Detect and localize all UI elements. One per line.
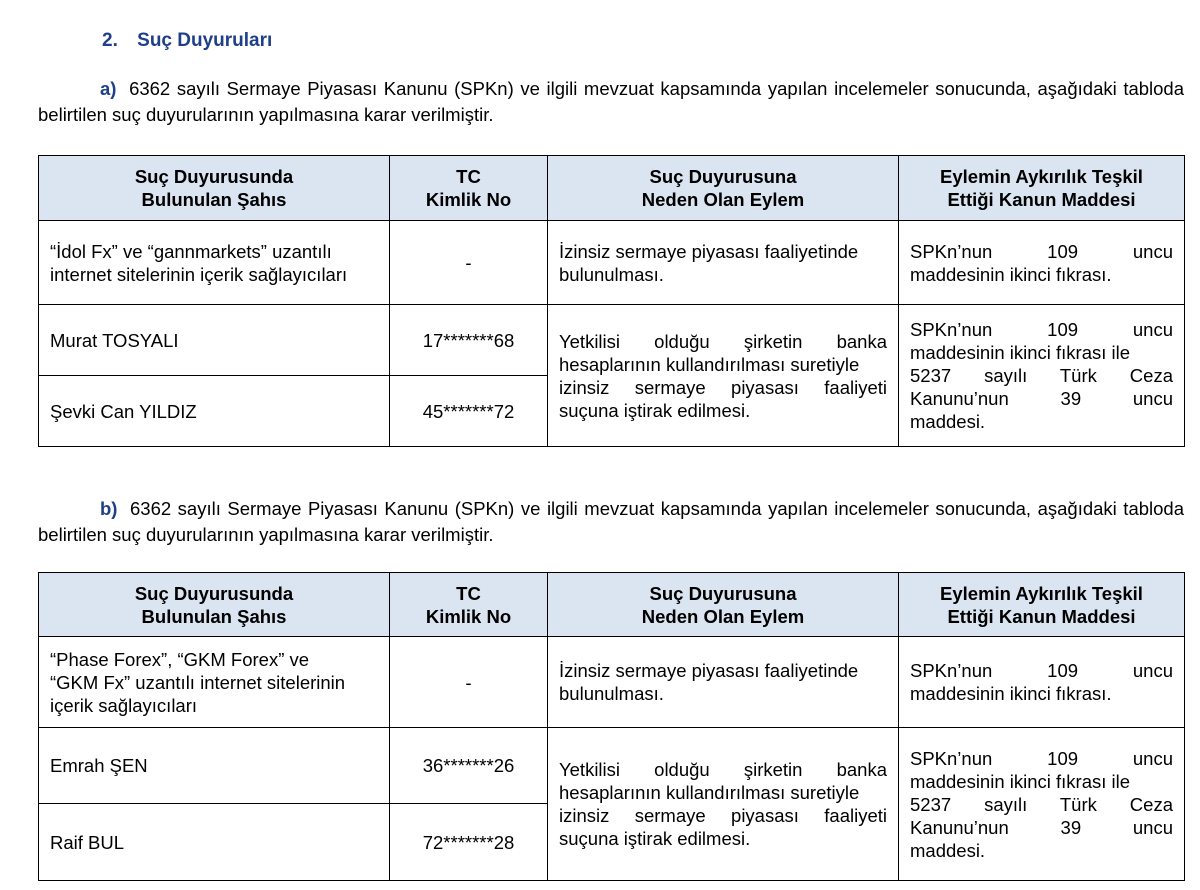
header-person: Suç Duyurusunda Bulunulan Şahıs [39,156,390,221]
table-row [39,221,1185,305]
paragraph-a-text: 6362 sayılı Sermaye Piyasası Kanunu (SPKn) ve ilgili mevzuat kapsamında yapılan incelemeler sonucunda, aşağıdaki tabloda belirtilen suç duyurularının yapılmasına karar verilmiştir. [38,78,1185,125]
tc-cell: 45*******72 [390,376,548,447]
header-act: Suç Duyurusuna Neden Olan Eylem [548,156,899,221]
law-cell-merged: SPKn’nun 109 uncu maddesinin ikinci fıkrası ile 5237 sayılı Türk Ceza Kanunu’nun 39 uncu maddesi. [899,728,1185,881]
paragraph-a-marker: a) [100,78,117,99]
header-law: Eylemin Aykırılık Teşkil Ettiği Kanun Maddesi [899,573,1185,637]
table-a [38,155,1185,447]
section-heading [102,30,272,52]
person-cell: “İdol Fx” ve “gannmarkets” uzantılı internet sitelerinin içerik sağlayıcıları [39,221,390,305]
paragraph-b [38,496,1184,548]
act-cell: İzinsiz sermaye piyasası faaliyetinde bulunulması. [548,637,899,728]
paragraph-b-text: 6362 sayılı Sermaye Piyasası Kanunu (SPKn) ve ilgili mevzuat kapsamında yapılan incelemeler sonucunda, aşağıdaki tabloda belirtilen suç duyurularının yapılmasına karar verilmiştir. [38,498,1184,545]
table-b [38,572,1185,881]
act-cell: İzinsiz sermaye piyasası faaliyetinde bulunulması. [548,221,899,305]
act-cell-merged: Yetkilisi olduğu şirketin banka hesaplarının kullandırılması suretiyle izinsiz sermaye piyasası faaliyeti suçuna iştirak edilmesi. [548,728,899,881]
header-person: Suç Duyurusunda Bulunulan Şahıs [39,573,390,637]
header-act: Suç Duyurusuna Neden Olan Eylem [548,573,899,637]
law-cell-merged: SPKn’nun 109 uncu maddesinin ikinci fıkrası ile 5237 sayılı Türk Ceza Kanunu’nun 39 uncu maddesi. [899,305,1185,447]
person-cell: Raif BUL [39,804,390,881]
section-title-text: Suç Duyuruları [137,30,273,51]
law-cell: SPKn’nun 109 uncu maddesinin ikinci fıkrası. [899,637,1185,728]
table-row [39,728,1185,804]
header-tc: TC Kimlik No [390,573,548,637]
law-cell: SPKn’nun 109 uncu maddesinin ikinci fıkrası. [899,221,1185,305]
person-cell: Murat TOSYALI [39,305,390,376]
tc-cell: - [390,221,548,305]
person-cell: Şevki Can YILDIZ [39,376,390,447]
act-cell-merged: Yetkilisi olduğu şirketin banka hesaplarının kullandırılması suretiyle izinsiz sermaye piyasası faaliyeti suçuna iştirak edilmesi. [548,305,899,447]
paragraph-b-marker: b) [100,498,118,519]
table-row [39,305,1185,376]
table-b-header-row [39,573,1185,637]
tc-cell: - [390,637,548,728]
header-tc: TC Kimlik No [390,156,548,221]
table-row [39,637,1185,728]
tc-cell: 36*******26 [390,728,548,804]
table-a-header-row [39,156,1185,221]
person-cell: Emrah ŞEN [39,728,390,804]
section-number: 2. [102,30,118,51]
header-law: Eylemin Aykırılık Teşkil Ettiği Kanun Maddesi [899,156,1185,221]
person-cell: “Phase Forex”, “GKM Forex” ve “GKM Fx” uzantılı internet sitelerinin içerik sağlayıcıları [39,637,390,728]
tc-cell: 72*******28 [390,804,548,881]
tc-cell: 17*******68 [390,305,548,376]
paragraph-a [38,76,1184,128]
